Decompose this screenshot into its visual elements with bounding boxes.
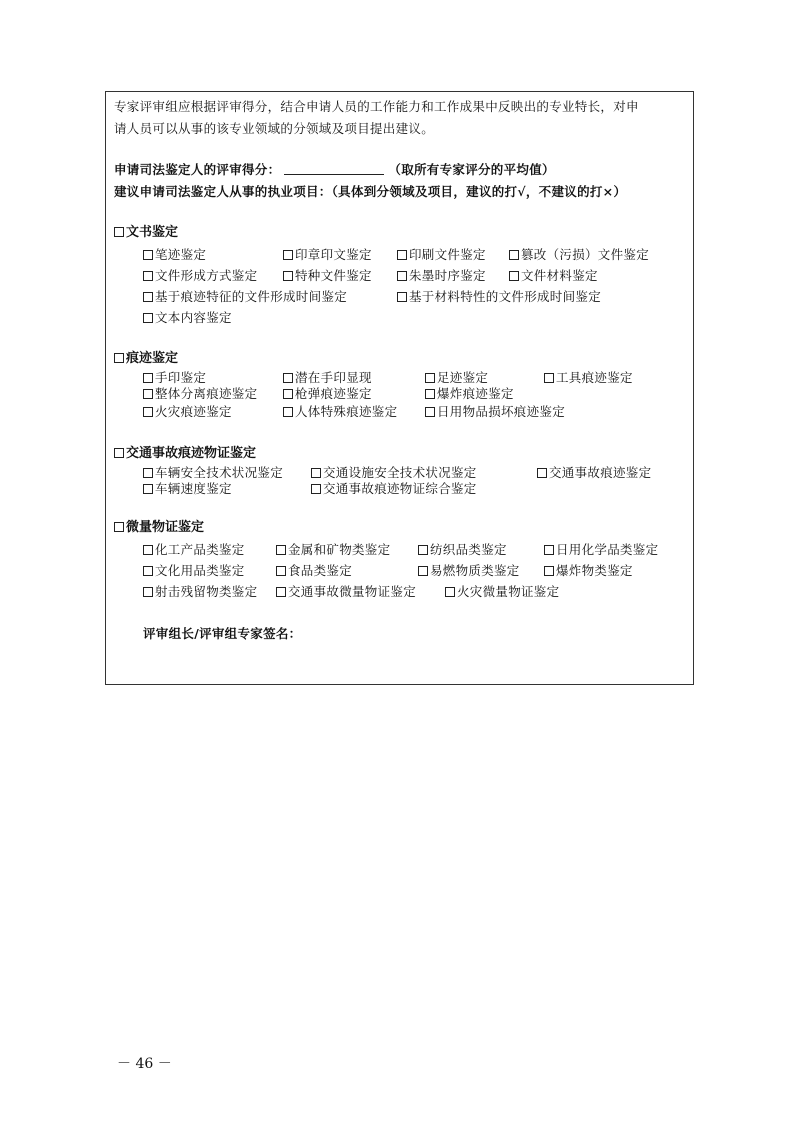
- checkbox-icon[interactable]: [143, 250, 153, 260]
- checkbox-icon[interactable]: [143, 373, 153, 383]
- item-chemical-product[interactable]: 化工产品类鉴定: [143, 542, 245, 558]
- item-item-damage[interactable]: 日用物品损坏痕迹鉴定: [425, 404, 565, 420]
- intro-line-2: 请人员可以从事的该专业领域的分领域及项目提出建议。: [114, 121, 435, 136]
- checkbox-icon[interactable]: [283, 271, 293, 281]
- checkbox-icon[interactable]: [397, 250, 407, 260]
- checkbox-icon[interactable]: [143, 292, 153, 302]
- item-latent-print[interactable]: 潜在手印显现: [283, 370, 372, 386]
- checkbox-icon[interactable]: [143, 566, 153, 576]
- item-separation-trace[interactable]: 整体分离痕迹鉴定: [143, 386, 257, 402]
- checkbox-icon[interactable]: [537, 468, 547, 478]
- item-fingerprint[interactable]: 手印鉴定: [143, 370, 206, 386]
- item-altered-doc[interactable]: 篡改（污损）文件鉴定: [509, 247, 649, 263]
- checkbox-icon[interactable]: [114, 448, 124, 458]
- checkbox-icon[interactable]: [311, 468, 321, 478]
- signature-label: 评审组长/评审组专家签名：: [143, 626, 302, 641]
- item-textile[interactable]: 纺织品类鉴定: [418, 542, 507, 558]
- item-special-doc[interactable]: 特种文件鉴定: [283, 268, 372, 284]
- suggest-text: 建议申请司法鉴定人从事的执业项目：（具体到分领域及项目，建议的打√，不建议的打×）: [114, 184, 627, 199]
- checkbox-icon[interactable]: [397, 271, 407, 281]
- score-blank-field[interactable]: [284, 162, 384, 175]
- item-printed-doc[interactable]: 印刷文件鉴定: [397, 247, 486, 263]
- checkbox-icon[interactable]: [143, 313, 153, 323]
- checkbox-icon[interactable]: [276, 587, 286, 597]
- checkbox-icon[interactable]: [311, 484, 321, 494]
- checkbox-icon[interactable]: [509, 271, 519, 281]
- intro-line-1: 专家评审组应根据评审得分，结合申请人员的工作能力和工作成果中反映出的专业特长，对申: [114, 99, 639, 114]
- checkbox-icon[interactable]: [143, 468, 153, 478]
- item-time-by-material[interactable]: 基于材料特性的文件形成时间鉴定: [397, 289, 601, 305]
- checkbox-icon[interactable]: [114, 227, 124, 237]
- item-doc-material[interactable]: 文件材料鉴定: [509, 268, 598, 284]
- item-text-content[interactable]: 文本内容鉴定: [143, 310, 232, 326]
- checkbox-icon[interactable]: [143, 545, 153, 555]
- checkbox-icon[interactable]: [283, 389, 293, 399]
- item-metal-mineral[interactable]: 金属和矿物类鉴定: [276, 542, 390, 558]
- item-footprint[interactable]: 足迹鉴定: [425, 370, 488, 386]
- checkbox-icon[interactable]: [445, 587, 455, 597]
- category-trace[interactable]: 痕迹鉴定: [114, 351, 178, 367]
- item-vehicle-speed[interactable]: 车辆速度鉴定: [143, 481, 232, 497]
- item-explosive[interactable]: 爆炸物类鉴定: [544, 563, 633, 579]
- checkbox-icon[interactable]: [544, 545, 554, 555]
- checkbox-icon[interactable]: [276, 566, 286, 576]
- checkbox-icon[interactable]: [283, 250, 293, 260]
- checkbox-icon[interactable]: [509, 250, 519, 260]
- category-trace-evidence[interactable]: 微量物证鉴定: [114, 520, 204, 536]
- item-fire-micro[interactable]: 火灾微量物证鉴定: [445, 584, 559, 600]
- checkbox-icon[interactable]: [283, 407, 293, 417]
- item-bullet-trace[interactable]: 枪弹痕迹鉴定: [283, 386, 372, 402]
- checkbox-icon[interactable]: [143, 587, 153, 597]
- item-daily-chemical[interactable]: 日用化学品类鉴定: [544, 542, 658, 558]
- checkbox-icon[interactable]: [143, 484, 153, 494]
- item-body-trace[interactable]: 人体特殊痕迹鉴定: [283, 404, 397, 420]
- score-label: 申请司法鉴定人的评审得分：: [114, 162, 281, 177]
- checkbox-icon[interactable]: [544, 373, 554, 383]
- checkbox-icon[interactable]: [276, 545, 286, 555]
- item-ink-sequence[interactable]: 朱墨时序鉴定: [397, 268, 486, 284]
- checkbox-icon[interactable]: [143, 271, 153, 281]
- category-document[interactable]: 文书鉴定: [114, 225, 178, 241]
- item-explosion-trace[interactable]: 爆炸痕迹鉴定: [425, 386, 514, 402]
- checkbox-icon[interactable]: [425, 407, 435, 417]
- item-facility-safety[interactable]: 交通设施安全技术状况鉴定: [311, 465, 477, 481]
- checkbox-icon[interactable]: [143, 407, 153, 417]
- checkbox-icon[interactable]: [418, 566, 428, 576]
- checkbox-icon[interactable]: [425, 389, 435, 399]
- checkbox-icon[interactable]: [397, 292, 407, 302]
- item-accident-trace[interactable]: 交通事故痕迹鉴定: [537, 465, 651, 481]
- item-traffic-micro[interactable]: 交通事故微量物证鉴定: [276, 584, 416, 600]
- item-food[interactable]: 食品类鉴定: [276, 563, 352, 579]
- item-vehicle-safety[interactable]: 车辆安全技术状况鉴定: [143, 465, 283, 481]
- item-fire-trace[interactable]: 火灾痕迹鉴定: [143, 404, 232, 420]
- item-gunshot-residue[interactable]: 射击残留物类鉴定: [143, 584, 257, 600]
- page-number: － 46 －: [117, 1056, 172, 1072]
- score-note: （取所有专家评分的平均值）: [388, 162, 555, 177]
- checkbox-icon[interactable]: [544, 566, 554, 576]
- item-doc-formation[interactable]: 文件形成方式鉴定: [143, 268, 257, 284]
- item-flammable[interactable]: 易燃物质类鉴定: [418, 563, 520, 579]
- item-stationery[interactable]: 文化用品类鉴定: [143, 563, 245, 579]
- category-traffic[interactable]: 交通事故痕迹物证鉴定: [114, 446, 256, 462]
- item-accident-comprehensive[interactable]: 交通事故痕迹物证综合鉴定: [311, 481, 477, 497]
- checkbox-icon[interactable]: [425, 373, 435, 383]
- item-handwriting[interactable]: 笔迹鉴定: [143, 247, 206, 263]
- item-seal[interactable]: 印章印文鉴定: [283, 247, 372, 263]
- checkbox-icon[interactable]: [143, 389, 153, 399]
- checkbox-icon[interactable]: [418, 545, 428, 555]
- checkbox-icon[interactable]: [114, 522, 124, 532]
- score-row: [114, 162, 555, 178]
- item-time-by-trace[interactable]: 基于痕迹特征的文件形成时间鉴定: [143, 289, 347, 305]
- checkbox-icon[interactable]: [114, 353, 124, 363]
- checkbox-icon[interactable]: [283, 373, 293, 383]
- item-tool-mark[interactable]: 工具痕迹鉴定: [544, 370, 633, 386]
